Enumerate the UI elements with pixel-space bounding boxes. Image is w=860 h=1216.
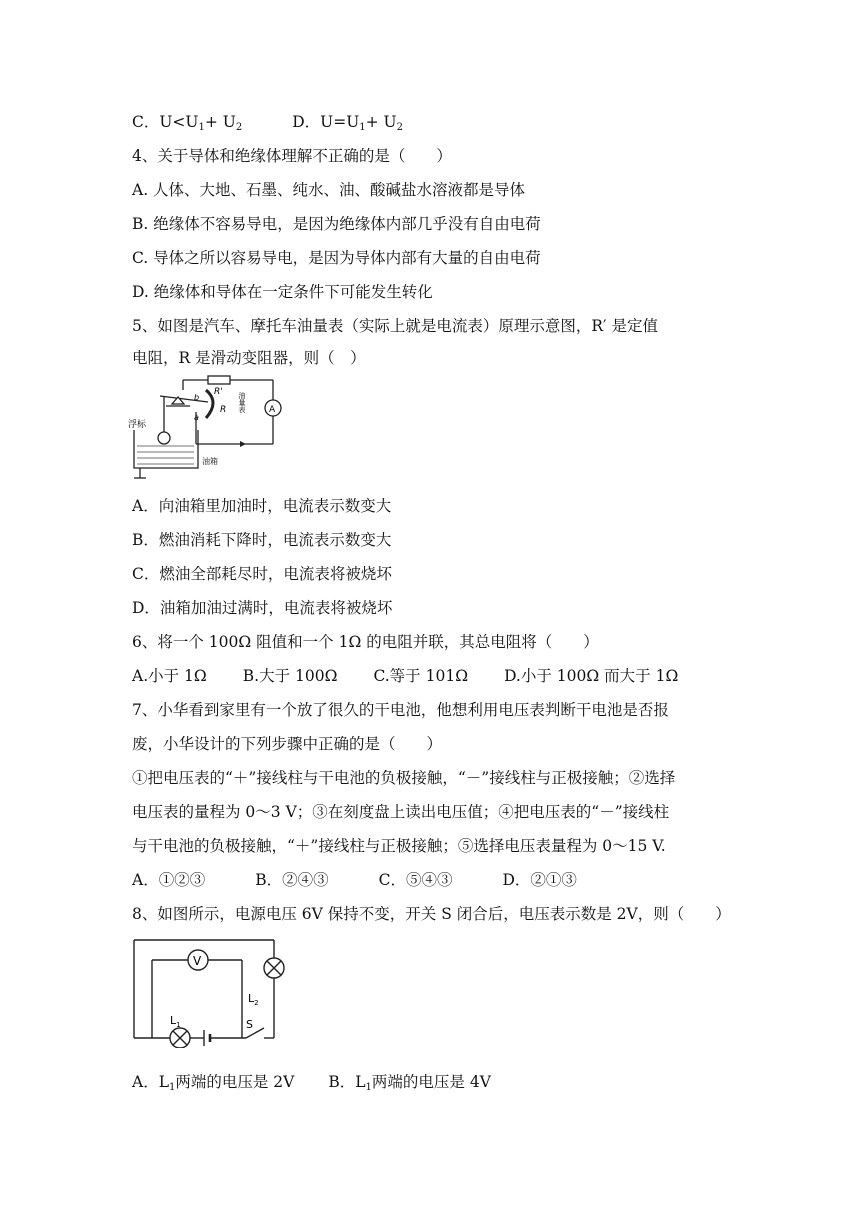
label-l1: $L_1$ — [170, 1014, 181, 1029]
q7-option-d: D．②①③ — [502, 871, 577, 889]
svg-text:S: S — [246, 1018, 253, 1031]
q3-option-c: C．$U<U_1+ U_2$ — [132, 113, 243, 133]
q3-option-d: D．$U=U_1+ U_2$ — [292, 113, 403, 133]
q4-option-d: D. 绝缘体和导体在一定条件下可能发生转化 — [132, 283, 433, 301]
q5-option-a: A．向油箱里加油时，电流表示数变大 — [132, 497, 392, 515]
q6-options — [132, 666, 678, 686]
q8-option-a: A．$L_1$两端的电压是 2V — [132, 1073, 295, 1093]
q5-option-c: C．燃油全部耗尽时，电流表将被烧坏 — [132, 565, 392, 583]
rheostat-r — [206, 390, 213, 418]
q5-fuel-gauge-diagram — [128, 372, 288, 484]
q5-stem-line1: 5、如图是汽车、摩托车油量表（实际上就是电流表）原理示意图，R′ 是定值 — [132, 317, 658, 335]
svg-text:V: V — [193, 954, 202, 968]
q5-option-b: B．燃油消耗下降时，电流表示数变大 — [132, 531, 392, 549]
svg-text:A: A — [269, 405, 276, 415]
svg-text:b: b — [194, 393, 200, 402]
q7-steps-line1: ①把电压表的“＋”接线柱与干电池的负极接触，“－”接线柱与正极接触；②选择 — [132, 769, 676, 787]
q8-stem: 8、如图所示，电源电压 6V 保持不变，开关 S 闭合后，电压表示数是 2V，则（ ） — [132, 905, 731, 923]
q6-stem: 6、将一个 100Ω 阻值和一个 1Ω 的电阻并联，其总电阻将（ ） — [132, 633, 599, 651]
q4-stem: 4、关于导体和绝缘体理解不正确的是（ ） — [132, 147, 452, 165]
svg-text:油箱: 油箱 — [202, 457, 218, 466]
q4-option-a: A. 人体、大地、石墨、纯水、油、酸碱盐水溶液都是导体 — [132, 181, 526, 199]
q4-option-c: C. 导体之所以容易导电，是因为导体内部有大量的自由电荷 — [132, 249, 541, 267]
q6-option-a: A.小于 1Ω — [132, 667, 207, 685]
svg-text:油量表: 油量表 — [238, 392, 246, 413]
q7-steps-line2: 电压表的量程为 0～3 V；③在刻度盘上读出电压值；④把电压表的“－”接线柱 — [132, 803, 670, 821]
svg-text:a: a — [194, 413, 199, 422]
q6-option-d: D.小于 100Ω 而大于 1Ω — [504, 667, 679, 685]
q7-option-c: C．⑤④③ — [378, 871, 453, 889]
svg-text:R: R — [220, 405, 227, 415]
svg-text:浮标: 浮标 — [128, 420, 147, 430]
float-icon — [158, 432, 170, 444]
q7-stem-line1: 7、小华看到家里有一个放了很久的干电池，他想利用电压表判断干电池是否报 — [132, 701, 669, 719]
q8-option-b: B．$L_1$两端的电压是 4V — [328, 1073, 491, 1093]
q7-stem-line2: 废，小华设计的下列步骤中正确的是（ ） — [132, 735, 443, 753]
svg-text:R': R' — [214, 387, 223, 397]
q6-option-b: B.大于 100Ω — [242, 667, 338, 685]
q3-options-cd — [132, 112, 403, 138]
q7-option-a: A．①②③ — [132, 871, 206, 889]
label-l2: $L_2$ — [248, 992, 259, 1007]
q5-option-d: D．油箱加油过满时，电流表将被烧坏 — [132, 599, 393, 617]
q6-option-c: C.等于 101Ω — [373, 667, 469, 685]
q7-options — [132, 870, 577, 890]
q5-stem-line2: 电阻，R 是滑动变阻器，则（ ） — [132, 349, 366, 367]
q7-option-b: B．②④③ — [255, 871, 329, 889]
q4-option-b: B. 绝缘体不容易导电，是因为绝缘体内部几乎没有自由电荷 — [132, 215, 541, 233]
q8-options — [132, 1072, 491, 1098]
q8-circuit-diagram — [130, 936, 300, 1048]
fixed-resistor-r-prime — [208, 376, 230, 384]
q7-steps-line3: 与干电池的负极接触，“＋”接线柱与正极接触；⑤选择电压表量程为 0～15 V. — [132, 837, 666, 855]
